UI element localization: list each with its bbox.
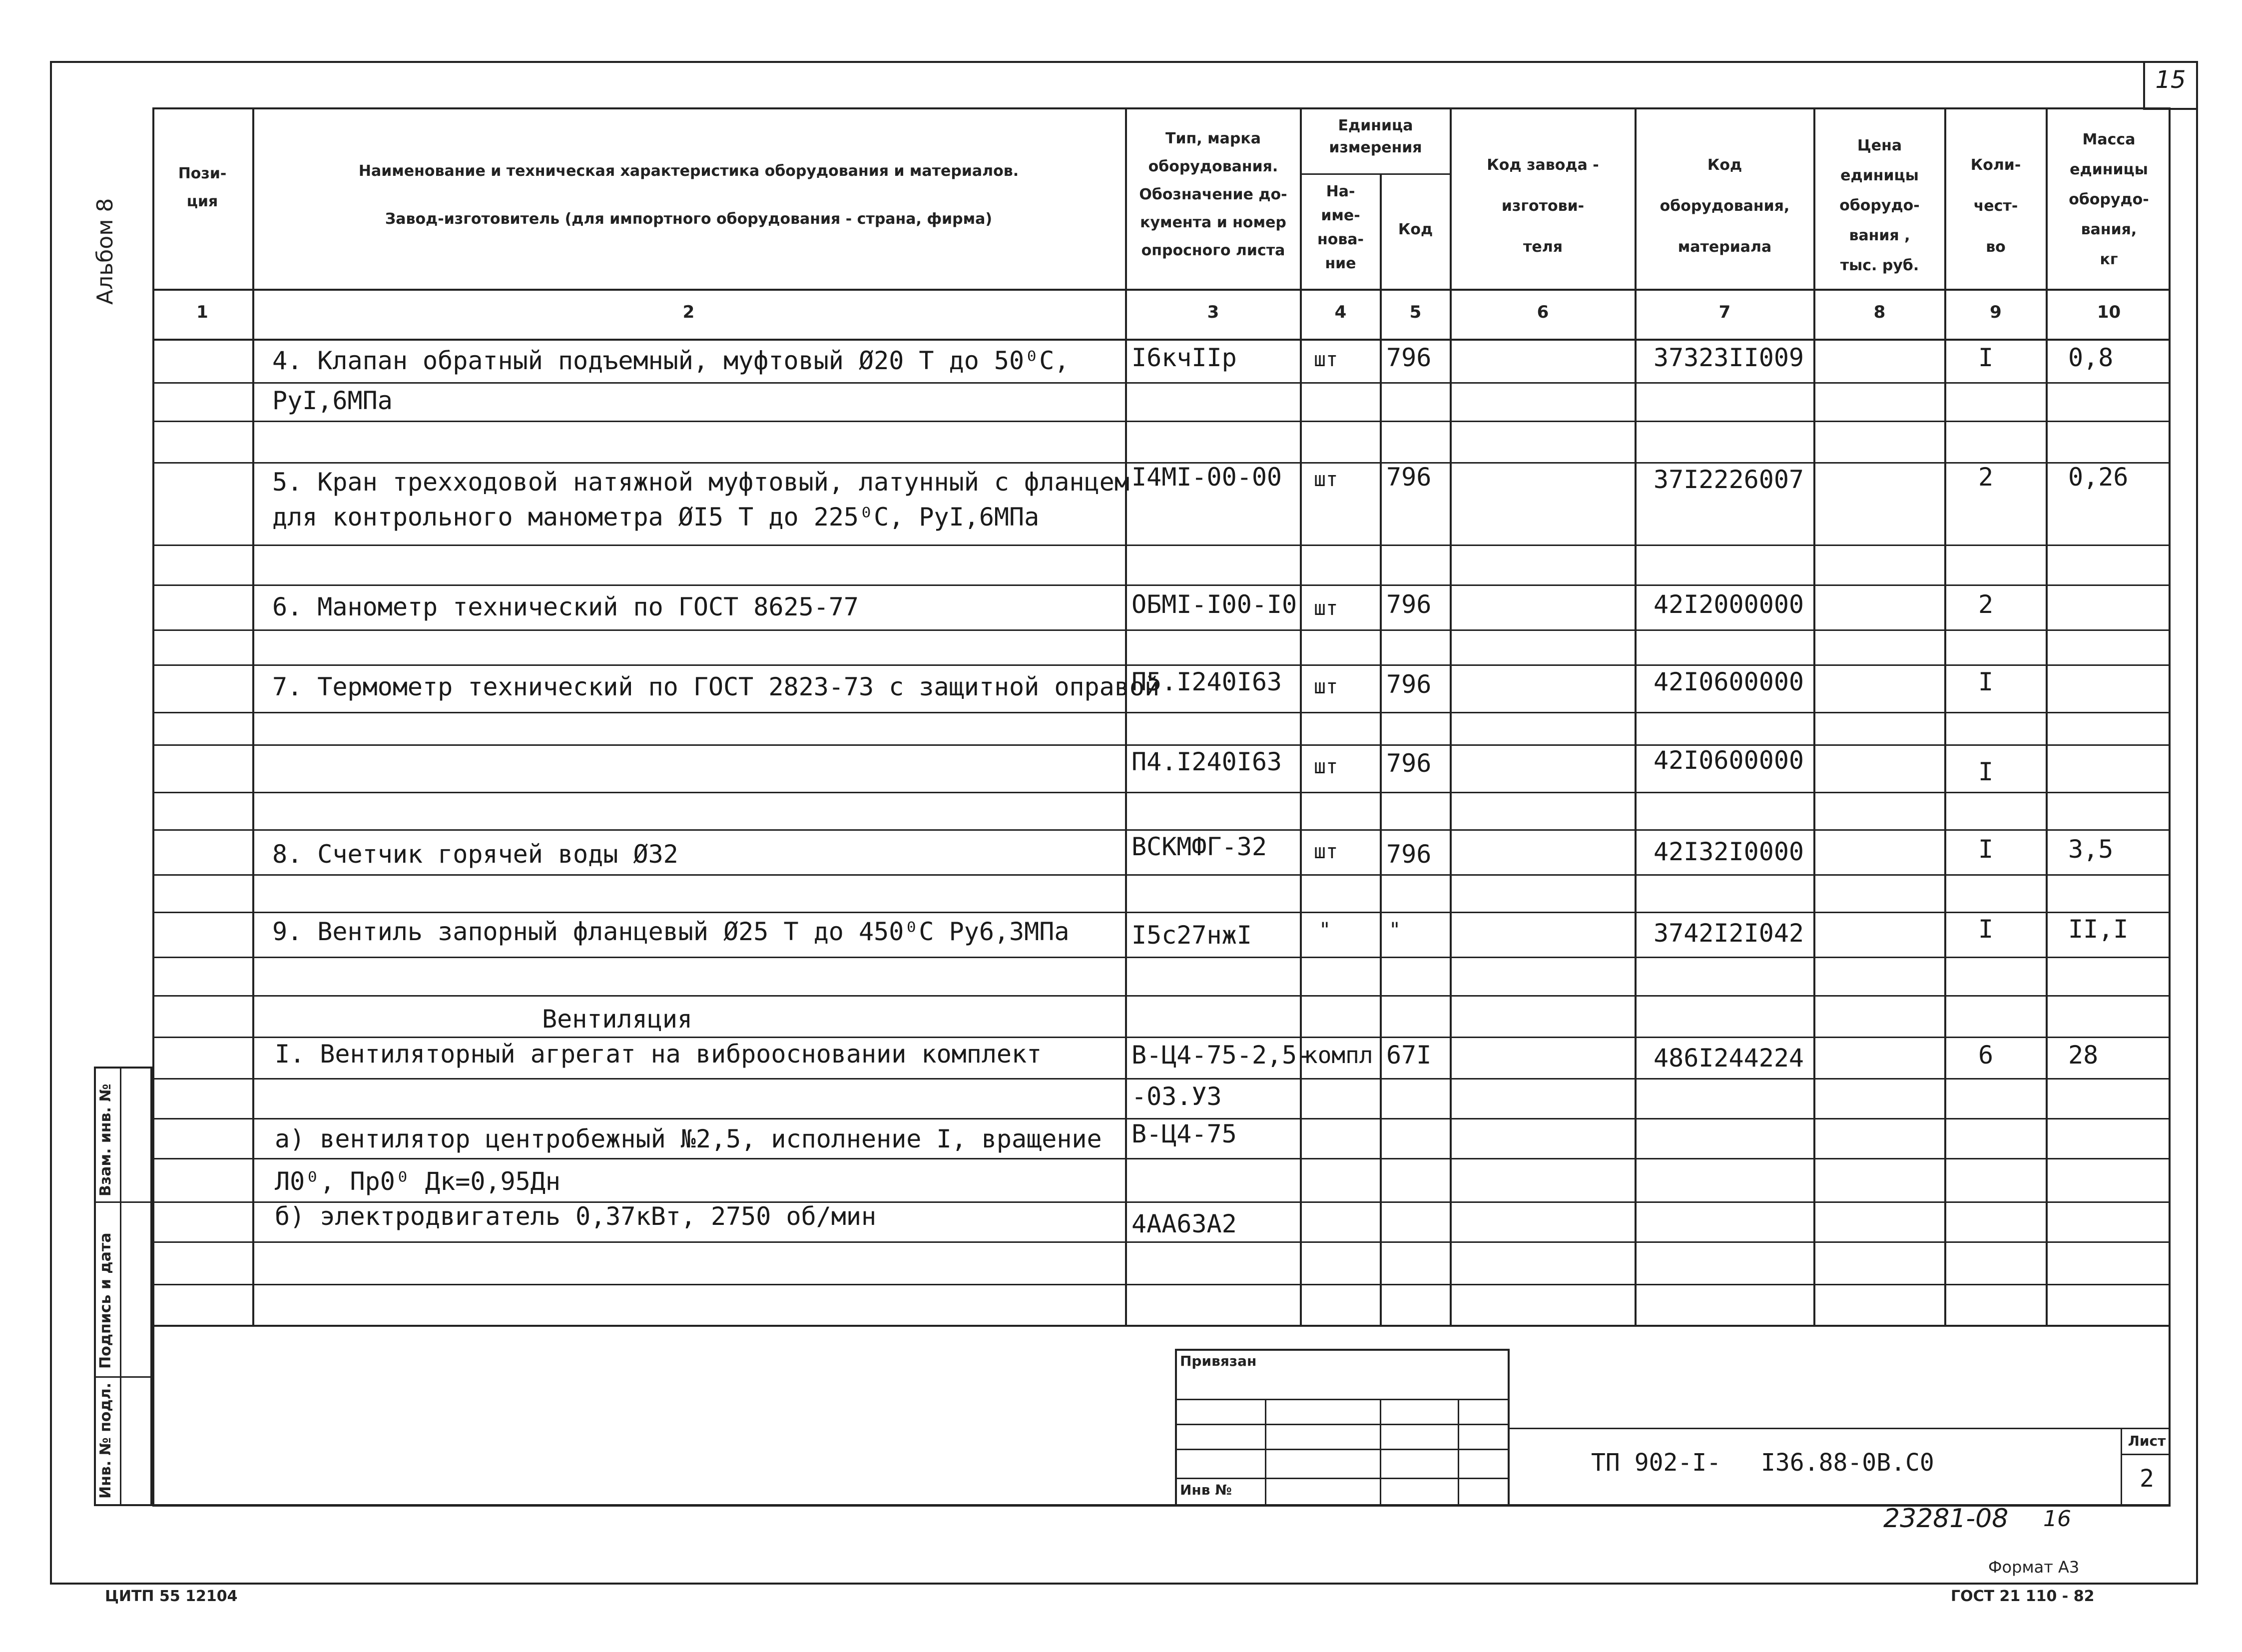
col-line-8: [1944, 107, 1946, 1326]
bound-line-3: [1175, 1449, 1510, 1450]
row-name: I. Вентиляторный агрегат на виброосновании комплект: [275, 1040, 1042, 1069]
doc-code-part-1: ТП 902-I-: [1591, 1449, 1721, 1477]
row-separator: [152, 1241, 2171, 1243]
stamp-original-inv: Инв. № подл.: [97, 1382, 114, 1499]
row-code: 796: [1386, 749, 1432, 778]
row-name: Л0⁰, Пр0⁰ Дк=0,95Дн: [275, 1167, 560, 1196]
header-position: Пози- ция: [178, 165, 227, 210]
col-line-3: [1300, 107, 1302, 1326]
colnum-2: 2: [682, 302, 695, 322]
row-qty: I: [1978, 667, 1994, 696]
row-mass: 0,26: [2068, 463, 2129, 492]
header-unit-code: Код: [1398, 221, 1433, 238]
row-separator: [152, 829, 2171, 831]
row-type: ВСКМФГ-32: [1131, 832, 1267, 861]
row-code: 67I: [1386, 1041, 1432, 1070]
row-code: 796: [1386, 463, 1432, 492]
row-type: В-Ц4-75-2,5-: [1131, 1041, 1312, 1070]
header-unit-group: Единица измерения: [1329, 117, 1422, 156]
row-mat-code: 3742I2I042: [1654, 919, 1804, 948]
doc-code-part-2: I36.88-0В.С0: [1761, 1449, 1934, 1477]
row-separator: [152, 792, 2171, 793]
row-qty: I: [1978, 835, 1994, 864]
side-stamp-line-2: [94, 1376, 152, 1378]
row-separator: [152, 1037, 2171, 1038]
row-name: 5. Кран трехходовой натяжной муфтовый, латунный с фланцем: [272, 468, 1129, 497]
colnum-1: 1: [196, 302, 208, 322]
colnum-bottom-line: [152, 339, 2171, 341]
row-mass: II,I: [2068, 915, 2129, 944]
col-line-5: [1450, 107, 1452, 1326]
col-line-6: [1635, 107, 1637, 1326]
header-bottom-line: [152, 289, 2171, 291]
row-name: 4. Клапан обратный подъемный, муфтовый Ø20 Т до 50⁰С,: [272, 346, 1070, 375]
row-name: 6. Манометр технический по ГОСТ 8625-77: [272, 592, 859, 621]
corner-sheet-number: 15: [2155, 66, 2186, 94]
header-type: Тип, марка оборудования. Обозначение до- кумента и номер опросного листа: [1139, 130, 1287, 259]
format-label: Формат А3: [1988, 1558, 2080, 1577]
col-line-7: [1813, 107, 1815, 1326]
header-mass: Масса единицы оборудо- вания, кг: [2069, 131, 2149, 268]
side-stamp-divider: [120, 1067, 121, 1506]
colnum-9: 9: [1990, 302, 2002, 322]
table-data-bottom: [152, 1325, 2171, 1327]
colnum-10: 10: [2097, 302, 2121, 322]
row-name: б) электродвигатель 0,37кВт, 2750 об/мин: [275, 1202, 877, 1231]
row-code: 796: [1386, 590, 1432, 619]
row-type: 4АА63А2: [1131, 1209, 1237, 1238]
col-line-9: [2046, 107, 2048, 1326]
row-separator: [152, 874, 2171, 876]
row-type: П5.I240I63: [1131, 667, 1282, 696]
colnum-7: 7: [1718, 302, 1731, 322]
stamp-replaced-inv: Взам. инв. №: [97, 1084, 114, 1196]
row-mat-code: 42I32I0000: [1654, 837, 1804, 866]
row-mat-code: 42I0600000: [1654, 746, 1804, 775]
inv-label: Инв №: [1180, 1482, 1232, 1498]
row-mat-code: 37323II009: [1654, 343, 1804, 372]
header-quantity: Коли- чест- во: [1970, 156, 2021, 256]
header-unit-name: На- име- нова- ние: [1317, 183, 1364, 272]
row-separator: [152, 421, 2171, 422]
row-unit: шт: [1314, 675, 1338, 698]
row-code: 796: [1386, 343, 1432, 372]
row-separator: [152, 545, 2171, 546]
row-mat-code: 42I2000000: [1654, 590, 1804, 619]
row-separator: [152, 957, 2171, 958]
colnum-5: 5: [1409, 302, 1422, 322]
row-mass: 0,8: [2068, 343, 2114, 372]
row-mat-code: 486I244224: [1654, 1044, 1804, 1073]
row-unit: ": [1319, 919, 1331, 942]
row-qty: 6: [1978, 1041, 1994, 1070]
col-line-2: [1125, 107, 1127, 1326]
row-unit: шт: [1314, 348, 1338, 371]
row-code: ": [1389, 919, 1401, 942]
section-title: Вентиляция: [542, 1005, 693, 1034]
doc-block-top: [1510, 1428, 2171, 1429]
row-code: 796: [1386, 670, 1432, 699]
archive-page: 16: [2043, 1506, 2071, 1532]
row-type: П4.I240I63: [1131, 747, 1282, 776]
row-name: 8. Счетчик горячей воды Ø32: [272, 840, 678, 869]
row-separator: [152, 744, 2171, 746]
row-name: для контрольного манометра ØI5 Т до 225⁰С, РуI,6МПа: [272, 503, 1040, 532]
row-qty: 2: [1978, 590, 1994, 619]
row-type: I4МI-00-00: [1131, 463, 1282, 492]
stamp-signature-date: Подпись и дата: [97, 1232, 114, 1369]
side-stamp-line-1: [94, 1201, 152, 1203]
row-type: В-Ц4-75: [1131, 1119, 1237, 1148]
row-separator: [152, 712, 2171, 713]
row-unit: шт: [1314, 755, 1338, 778]
row-name: 7. Термометр технический по ГОСТ 2823-73 с защитной оправой: [272, 672, 1160, 701]
album-label: Альбом 8: [92, 198, 118, 305]
row-unit: шт: [1314, 468, 1338, 491]
bound-vline-1: [1265, 1399, 1266, 1507]
row-separator: [152, 912, 2171, 913]
header-name: Наименование и техническая характеристика оборудования и материалов. Завод-изготовитель (для импортного оборудования - страна, фирма): [358, 162, 1019, 228]
bound-line-1: [1175, 1399, 1510, 1400]
row-type: -03.У3: [1131, 1082, 1222, 1111]
sheet-number: 2: [2140, 1465, 2154, 1493]
colnum-6: 6: [1537, 302, 1549, 322]
sheet-box-divider: [2121, 1428, 2122, 1507]
row-separator: [152, 1158, 2171, 1159]
row-name: 9. Вентиль запорный фланцевый Ø25 Т до 450⁰С Ру6,3МПа: [272, 917, 1070, 946]
row-separator: [152, 382, 2171, 384]
row-code: 796: [1386, 840, 1432, 869]
row-separator: [152, 995, 2171, 997]
row-type: I5с27нжI: [1131, 921, 1252, 950]
header-price: Цена единицы оборудо- вания , тыс. руб.: [1839, 137, 1920, 274]
row-unit: шт: [1314, 597, 1338, 620]
header-line-unit: [1300, 173, 1450, 175]
row-separator: [152, 664, 2171, 666]
row-unit: компл: [1304, 1042, 1373, 1069]
bound-vline-2: [1380, 1399, 1381, 1507]
row-qty: I: [1978, 343, 1994, 372]
org-label: ЦИТП 55 12104: [105, 1588, 238, 1605]
colnum-4: 4: [1334, 302, 1347, 322]
col-line-4: [1380, 173, 1382, 1326]
header-factory-code: Код завода - изготови- теля: [1487, 156, 1599, 256]
header-material-code: Код оборудования, материала: [1660, 156, 1790, 256]
row-unit: шт: [1314, 840, 1338, 863]
col-line-1: [252, 107, 254, 1326]
row-name: а) вентилятор центробежный №2,5, исполнение I, вращение: [275, 1124, 1102, 1153]
archive-number: 23281-08: [1883, 1504, 2009, 1534]
row-mass: 3,5: [2068, 835, 2114, 864]
row-type: I6кчIIр: [1131, 343, 1237, 372]
row-separator: [152, 629, 2171, 631]
colnum-3: 3: [1207, 302, 1219, 322]
sheet-label: Лист: [2128, 1433, 2166, 1449]
row-type: ОБМI-I00-I0: [1131, 590, 1297, 619]
colnum-8: 8: [1873, 302, 1886, 322]
gost-label: ГОСТ 21 110 - 82: [1951, 1588, 2095, 1605]
bound-line-4: [1175, 1478, 1510, 1479]
row-separator: [152, 1284, 2171, 1285]
row-mat-code: 42I0600000: [1654, 667, 1804, 696]
row-separator: [152, 1078, 2171, 1080]
bound-label: Привязан: [1180, 1353, 1257, 1369]
bound-vline-3: [1458, 1399, 1459, 1507]
row-qty: 2: [1978, 463, 1994, 492]
bound-line-2: [1175, 1424, 1510, 1425]
row-qty: I: [1978, 757, 1994, 786]
row-separator: [152, 584, 2171, 586]
sheet-box-line: [2121, 1454, 2171, 1455]
row-name: РуI,6МПа: [272, 386, 393, 415]
row-mat-code: 37I2226007: [1654, 465, 1804, 494]
title-block-bottom: [152, 1505, 2171, 1507]
row-mass: 28: [2068, 1041, 2099, 1070]
row-qty: I: [1978, 915, 1994, 944]
